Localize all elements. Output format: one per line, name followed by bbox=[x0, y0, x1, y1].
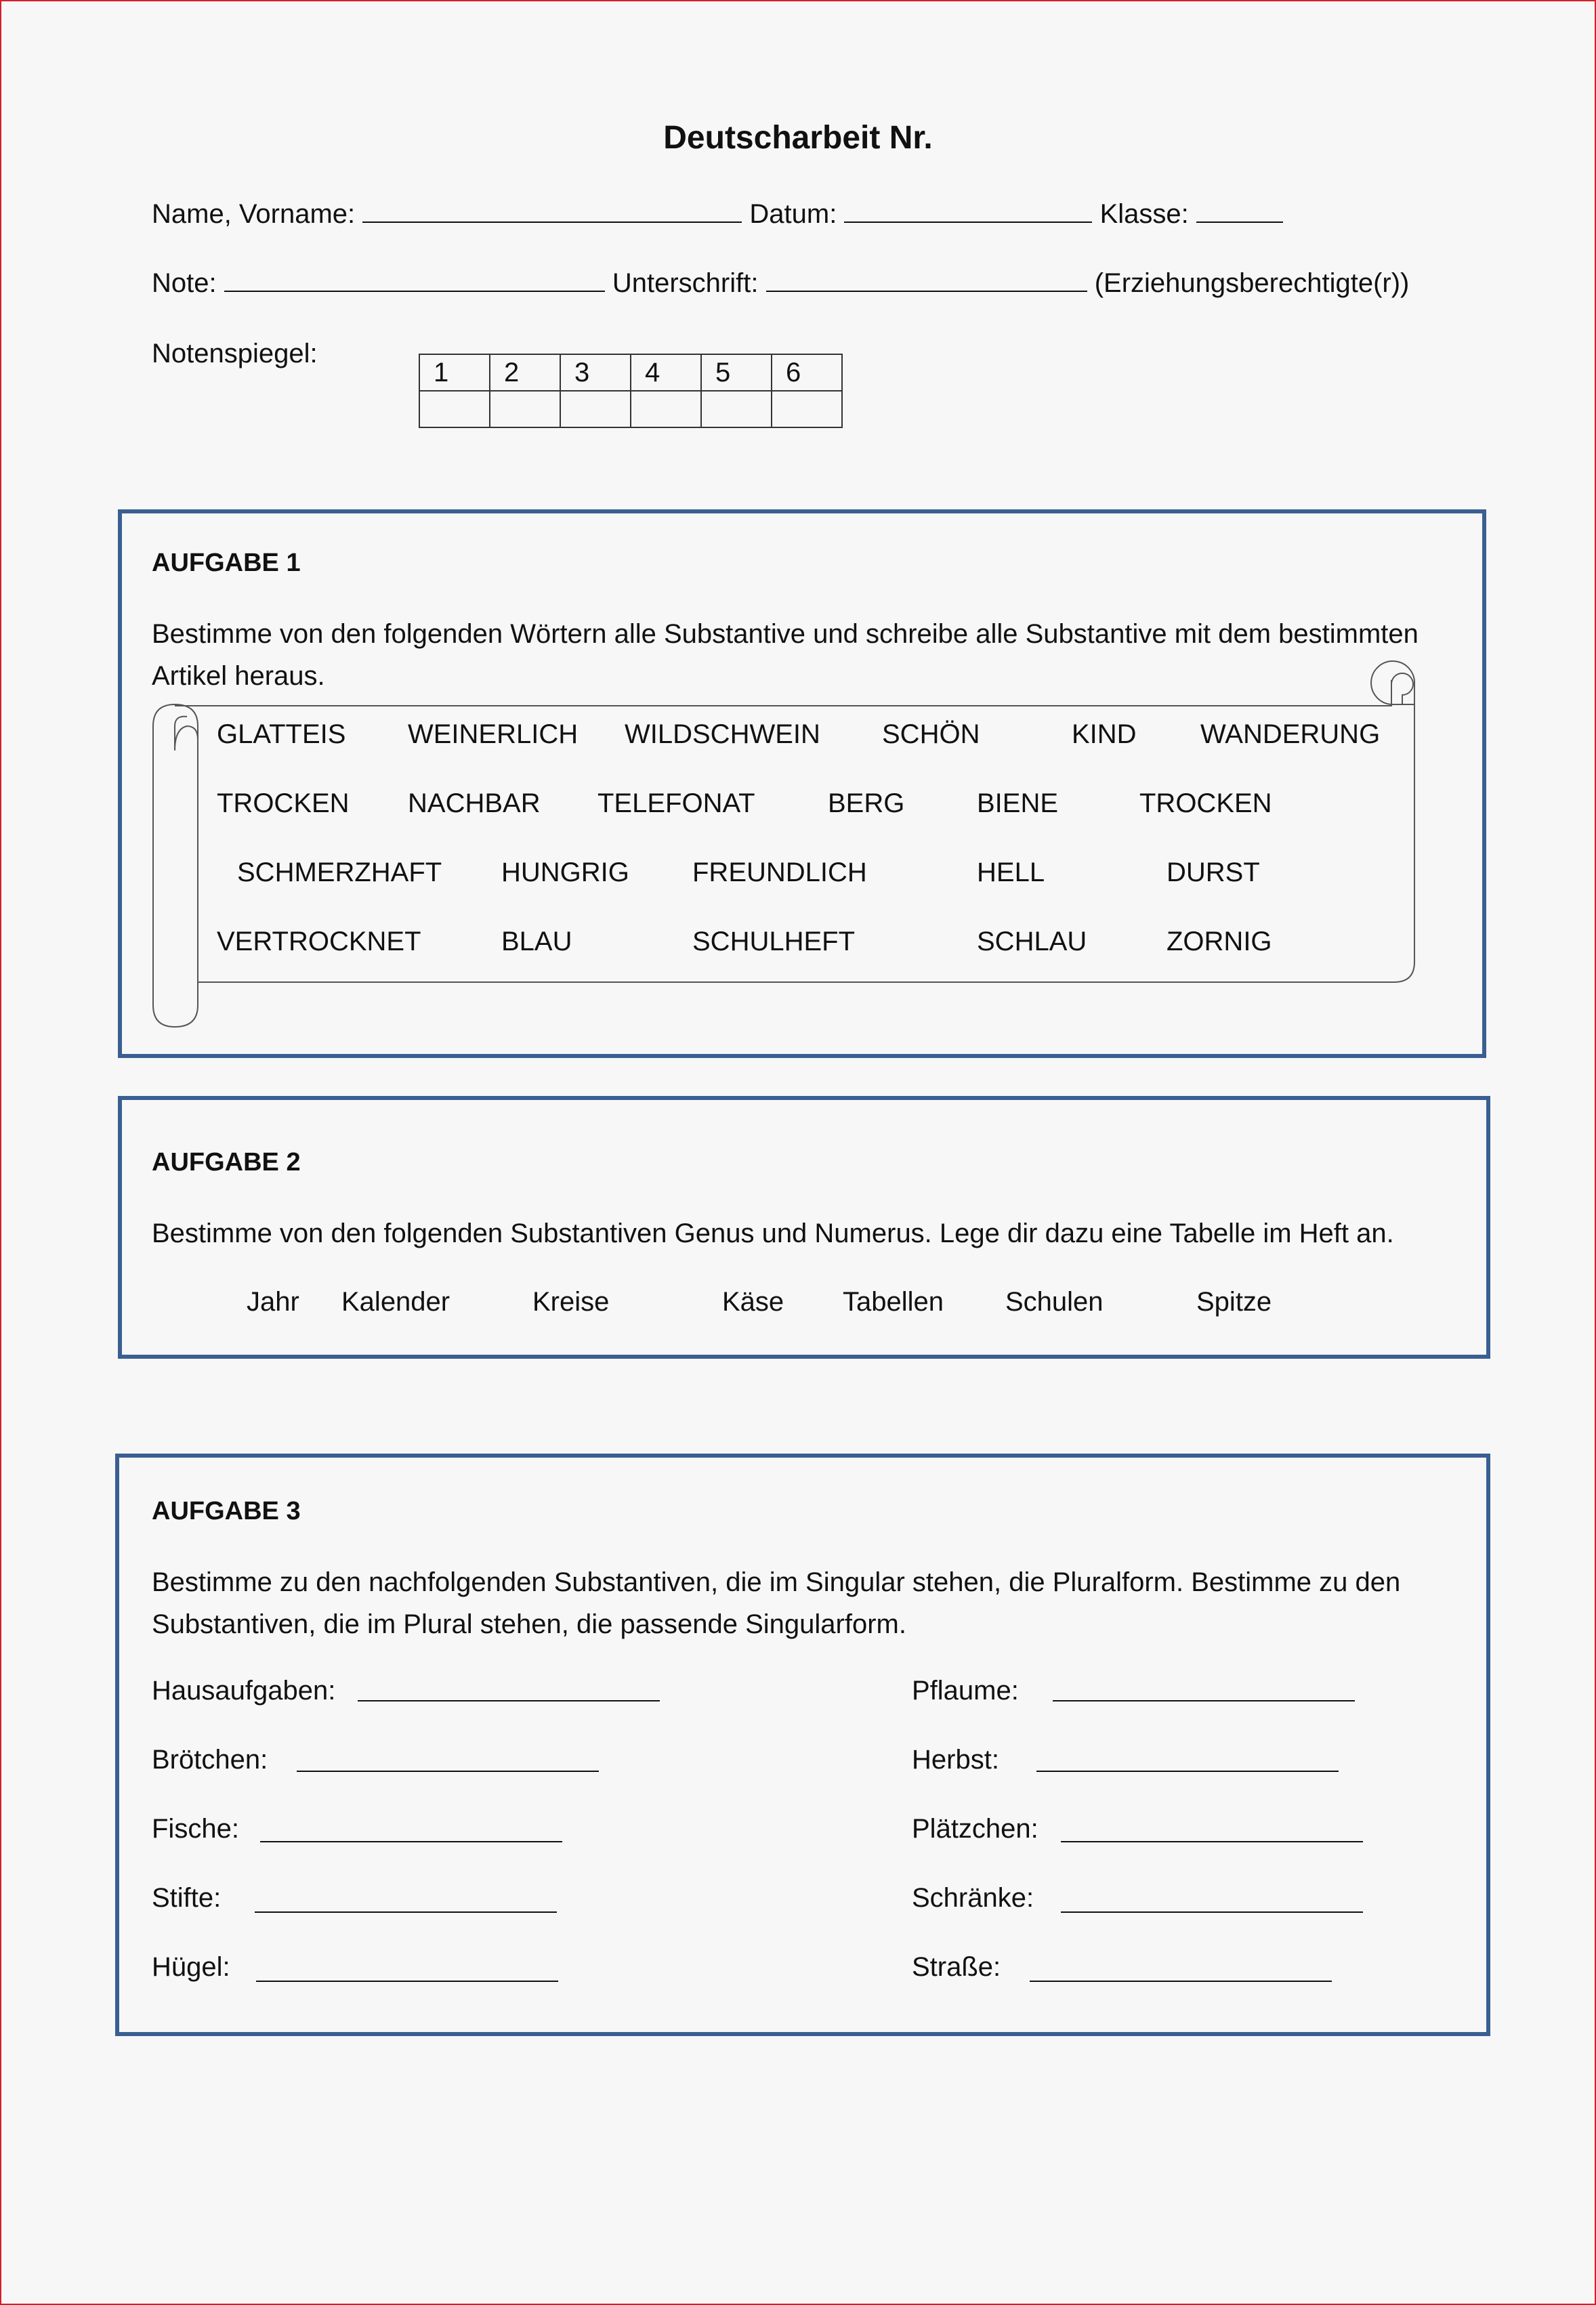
task3-right-label: Pflaume: bbox=[912, 1676, 1019, 1706]
task2-instruction: Bestimme von den folgenden Substantiven Genus und Numerus. Lege dir dazu eine Tabelle im Heft an. bbox=[152, 1219, 1394, 1248]
task1-word: SCHÖN bbox=[882, 719, 980, 749]
task1-word: VERTROCKNET bbox=[217, 927, 421, 956]
task3-right-label: Herbst: bbox=[912, 1745, 999, 1775]
task1-word: GLATTEIS bbox=[217, 719, 346, 749]
grade-header-cell: 5 bbox=[701, 354, 772, 391]
grade-table-label: Notenspiegel: bbox=[152, 339, 318, 368]
task1-word: WANDERUNG bbox=[1200, 719, 1381, 749]
task1-word: TROCKEN bbox=[217, 788, 350, 818]
task3-left-label: Fische: bbox=[152, 1814, 239, 1844]
guardian-note: (Erziehungsberechtigte(r)) bbox=[1094, 268, 1410, 298]
task2-heading: AUFGABE 2 bbox=[152, 1148, 301, 1177]
answer-line[interactable] bbox=[1036, 1771, 1339, 1772]
page-title: Deutscharbeit Nr. bbox=[663, 120, 933, 156]
task3-right-label: Straße: bbox=[912, 1952, 1001, 1982]
grade-label: Note: bbox=[152, 268, 217, 298]
task1-word: WEINERLICH bbox=[408, 719, 579, 749]
task3-left-label: Hausaufgaben: bbox=[152, 1676, 336, 1706]
task2-word: Kalender bbox=[341, 1287, 450, 1317]
task1-word: TROCKEN bbox=[1139, 788, 1272, 818]
grade-header-cell: 1 bbox=[419, 354, 490, 391]
task3-left-label: Stifte: bbox=[152, 1883, 222, 1913]
answer-line[interactable] bbox=[297, 1771, 599, 1772]
task2-word: Jahr bbox=[247, 1287, 299, 1317]
task1-word: SCHMERZHAFT bbox=[237, 858, 442, 887]
task1-word: SCHLAU bbox=[977, 927, 1087, 956]
task1-word: HUNGRIG bbox=[501, 858, 629, 887]
task1-word: WILDSCHWEIN bbox=[625, 719, 820, 749]
task2-word: Kreise bbox=[532, 1287, 610, 1317]
task3-left-label: Brötchen: bbox=[152, 1745, 268, 1775]
signature-label: Unterschrift: bbox=[612, 268, 759, 298]
answer-line[interactable] bbox=[1061, 1841, 1363, 1842]
task1-word: FREUNDLICH bbox=[692, 858, 867, 887]
task3-right-label: Plätzchen: bbox=[912, 1814, 1038, 1844]
task1-word: ZORNIG bbox=[1167, 927, 1272, 956]
task1-word: DURST bbox=[1167, 858, 1260, 887]
task1-word: BIENE bbox=[977, 788, 1059, 818]
grade-header-cell: 4 bbox=[631, 354, 701, 391]
task2-word: Spitze bbox=[1196, 1287, 1272, 1317]
date-label: Datum: bbox=[749, 199, 837, 229]
task3-instruction: Bestimme zu den nachfolgenden Substantiven, die im Singular stehen, die Pluralform. Bestimme zu den Substantiven, die im Plural stehen, die passende Singularform. bbox=[152, 1567, 1401, 1639]
answer-line[interactable] bbox=[1053, 1700, 1355, 1701]
answer-line[interactable] bbox=[255, 1911, 557, 1913]
task2-word: Tabellen bbox=[843, 1287, 944, 1317]
grade-header-cell: 3 bbox=[560, 354, 631, 391]
task1-instruction: Bestimme von den folgenden Wörtern alle Substantive und schreibe alle Substantive mit dem bestimmten Artikel heraus. bbox=[152, 619, 1419, 691]
task3-left-label: Hügel: bbox=[152, 1952, 230, 1982]
task3-right-label: Schränke: bbox=[912, 1883, 1034, 1913]
task3-heading: AUFGABE 3 bbox=[152, 1497, 301, 1525]
task3-box bbox=[115, 1454, 1490, 2036]
task2-word: Schulen bbox=[1005, 1287, 1104, 1317]
task1-word: TELEFONAT bbox=[597, 788, 755, 818]
task1-word: SCHULHEFT bbox=[692, 927, 856, 956]
name-label: Name, Vorname: bbox=[152, 199, 356, 229]
task1-word: BLAU bbox=[501, 927, 572, 956]
answer-line[interactable] bbox=[358, 1700, 660, 1701]
answer-line[interactable] bbox=[260, 1841, 562, 1842]
class-label: Klasse: bbox=[1099, 199, 1189, 229]
answer-line[interactable] bbox=[1030, 1981, 1332, 1982]
task1-word: NACHBAR bbox=[408, 788, 541, 818]
task2-word: Käse bbox=[722, 1287, 784, 1317]
answer-line[interactable] bbox=[1061, 1911, 1363, 1913]
grade-header-cell: 6 bbox=[772, 354, 842, 391]
task1-word: HELL bbox=[977, 858, 1045, 887]
task1-word: BERG bbox=[828, 788, 905, 818]
answer-line[interactable] bbox=[256, 1981, 558, 1982]
task1-heading: AUFGABE 1 bbox=[152, 549, 301, 577]
task1-word: KIND bbox=[1072, 719, 1137, 749]
grade-header-cell: 2 bbox=[490, 354, 560, 391]
